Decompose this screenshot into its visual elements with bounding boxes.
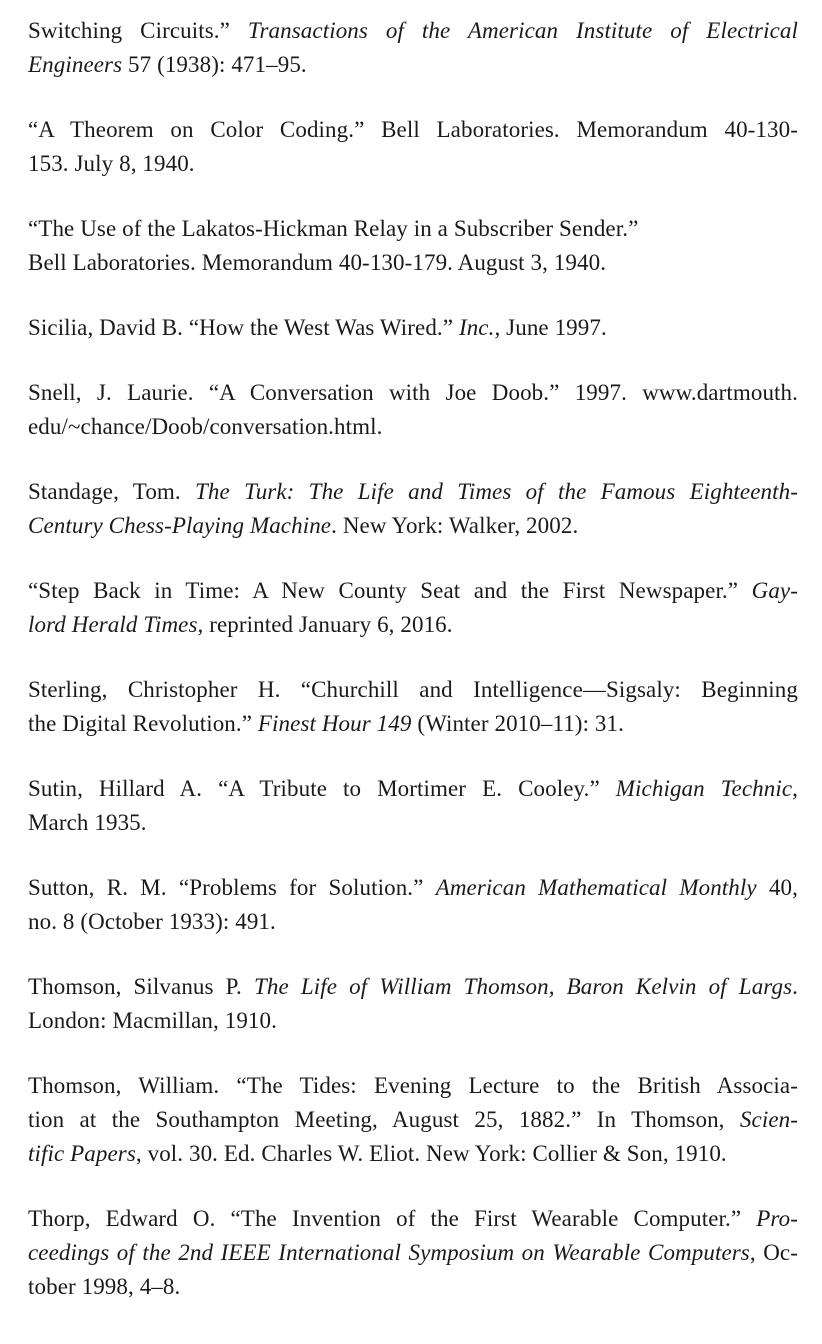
entry-line — [28, 113, 798, 147]
entry-text: London: Macmillan, 1910. — [28, 1008, 277, 1033]
entry-line — [28, 1137, 798, 1171]
bibliography-page — [28, 14, 798, 1335]
italic-title: Century Chess-Playing Machine — [28, 513, 332, 538]
entry-line — [28, 48, 798, 82]
entry-line — [28, 1270, 798, 1304]
entry-text: Thorp, Edward O. “The Invention of the First Wearable Computer.” — [28, 1206, 757, 1231]
entry-line — [28, 1202, 798, 1236]
entry-line — [28, 1103, 798, 1137]
italic-title: lord Herald Times, — [28, 612, 204, 637]
italic-title: Transactions of the American Institute of Electrical — [247, 18, 798, 43]
entry-line — [28, 1004, 798, 1038]
entry-text: Thomson, William. “The Tides: Evening Lecture to the British Associa- — [28, 1073, 798, 1098]
entry-line — [28, 707, 798, 741]
entry-line — [28, 376, 798, 410]
bibliography-entry — [28, 1202, 798, 1304]
entry-line — [28, 1236, 798, 1270]
entry-line — [28, 147, 798, 181]
entry-line — [28, 509, 798, 543]
entry-text: , vol. 30. Ed. Charles W. Eliot. New York: Collier & Son, 1910. — [135, 1141, 727, 1166]
entry-text: Bell Laboratories. Memorandum 40-130-179. August 3, 1940. — [28, 250, 607, 275]
italic-title: Finest Hour 149 — [257, 711, 412, 736]
entry-text: edu/~chance/Doob/conversation.html. — [28, 414, 383, 439]
entry-line — [28, 772, 798, 806]
entry-text: . New York: Walker, 2002. — [331, 513, 579, 538]
entry-text: Sterling, Christopher H. “Churchill and Intelligence—Sigsaly: Beginning — [28, 677, 798, 702]
bibliography-entry — [28, 475, 798, 543]
italic-title: Gay- — [751, 578, 798, 603]
entry-text: 40, — [756, 875, 798, 900]
entry-text: . — [792, 974, 799, 999]
italic-title: tific Papers — [28, 1141, 136, 1166]
bibliography-entry — [28, 212, 798, 280]
bibliography-entry — [28, 772, 798, 840]
entry-line — [28, 311, 798, 345]
entry-line — [28, 1069, 798, 1103]
bibliography-entry — [28, 376, 798, 444]
italic-title: Inc., — [458, 315, 501, 340]
entry-text: Thomson, Silvanus P. — [28, 974, 254, 999]
bibliography-entry — [28, 673, 798, 741]
entry-text: Snell, J. Laurie. “A Conversation with Joe Doob.” 1997. www.dartmouth. — [28, 380, 798, 405]
entry-text: 57 (1938): 471–95. — [122, 52, 307, 77]
bibliography-entry — [28, 311, 798, 345]
entry-text: “A Theorem on Color Coding.” Bell Laboratories. Memorandum 40-130- — [28, 117, 798, 142]
entry-line — [28, 608, 798, 642]
entry-text: , Oc- — [749, 1240, 798, 1265]
entry-text: reprinted January 6, 2016. — [203, 612, 453, 637]
italic-title: Michigan Technic, — [615, 776, 798, 801]
entry-text: “Step Back in Time: A New County Seat and the First Newspaper.” — [28, 578, 752, 603]
entry-text: Switching Circuits.” — [28, 18, 248, 43]
entry-text: tion at the Southampton Meeting, August 25, 1882.” In Thomson, — [28, 1107, 740, 1132]
bibliography-entry — [28, 871, 798, 939]
entry-text: Sutin, Hillard A. “A Tribute to Mortimer E. Cooley.” — [28, 776, 616, 801]
bibliography-entry — [28, 1069, 798, 1171]
entry-text: tober 1998, 4–8. — [28, 1274, 181, 1299]
entry-line — [28, 871, 798, 905]
italic-title: ceedings of the 2nd IEEE International Symposium on Wearable Computers — [28, 1240, 750, 1265]
entry-text: Standage, Tom. — [28, 479, 196, 504]
entry-line — [28, 14, 798, 48]
entry-text: no. 8 (October 1933): 491. — [28, 909, 276, 934]
entry-text: the Digital Revolution.” — [28, 711, 258, 736]
entry-line — [28, 905, 798, 939]
entry-text: 153. July 8, 1940. — [28, 151, 195, 176]
entry-line — [28, 475, 798, 509]
italic-title: Scien- — [739, 1107, 798, 1132]
entry-line — [28, 212, 798, 246]
entry-text: “The Use of the Lakatos-Hickman Relay in a Subscriber Sender.” — [28, 216, 639, 241]
entry-text: Sicilia, David B. “How the West Was Wired.” — [28, 315, 459, 340]
entry-line — [28, 673, 798, 707]
entry-text: March 1935. — [28, 810, 147, 835]
entry-line — [28, 246, 798, 280]
bibliography-entry — [28, 574, 798, 642]
italic-title: American Mathematical Monthly — [435, 875, 757, 900]
italic-title: The Turk: The Life and Times of the Famous Eighteenth- — [195, 479, 798, 504]
italic-title: The Life of William Thomson, Baron Kelvin of Largs — [253, 974, 793, 999]
entry-line — [28, 410, 798, 444]
entry-text: (Winter 2010–11): 31. — [411, 711, 624, 736]
italic-title: Pro- — [756, 1206, 798, 1231]
entry-line — [28, 970, 798, 1004]
bibliography-entry — [28, 970, 798, 1038]
entry-line — [28, 574, 798, 608]
italic-title: Engineers — [28, 52, 123, 77]
bibliography-entry — [28, 14, 798, 82]
entry-text: Sutton, R. M. “Problems for Solution.” — [28, 875, 436, 900]
entry-text: June 1997. — [500, 315, 607, 340]
bibliography-entry — [28, 113, 798, 181]
entry-line — [28, 806, 798, 840]
